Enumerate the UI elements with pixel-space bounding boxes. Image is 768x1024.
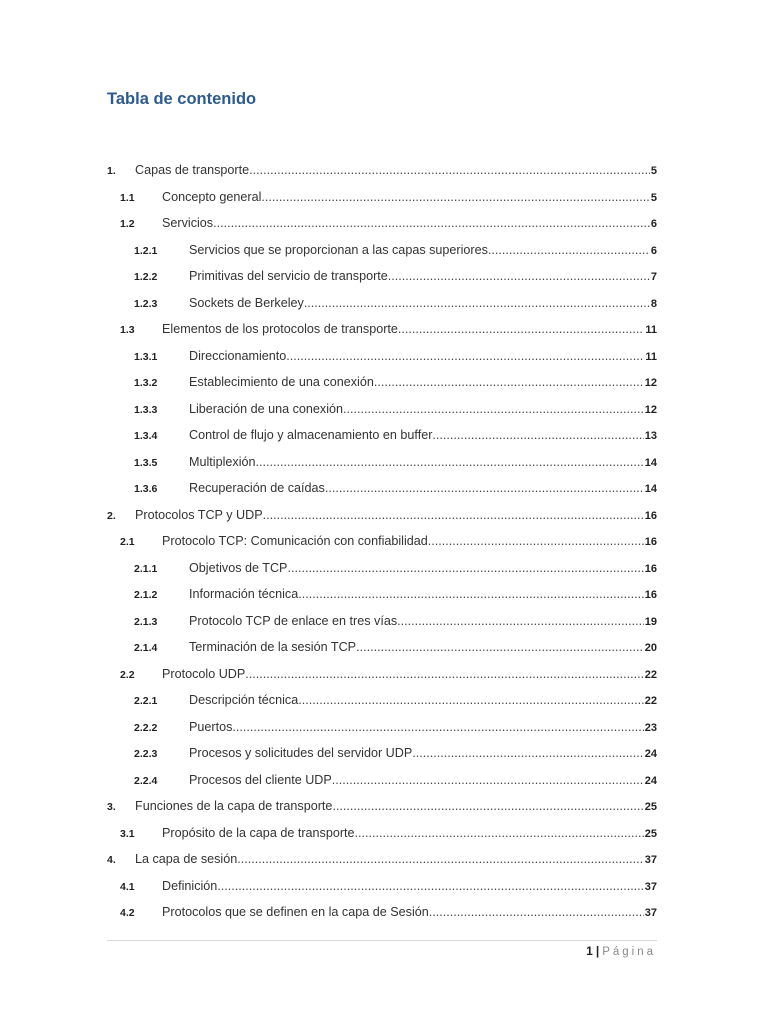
toc-entry-title: Terminación de la sesión TCP: [189, 640, 357, 654]
toc-entry[interactable]: [107, 422, 657, 449]
toc-dot-leader: [332, 793, 643, 820]
toc-entry-title: Información técnica: [189, 587, 299, 601]
toc-dot-leader: [488, 237, 650, 264]
toc-entry-title: Propósito de la capa de transporte: [162, 825, 355, 840]
table-of-contents: [107, 157, 657, 926]
toc-entry-number: 1.1: [120, 191, 135, 204]
footer-divider: [107, 940, 657, 941]
page-footer: [586, 944, 656, 958]
toc-entry-page: 6: [650, 244, 657, 257]
toc-entry-page: 37: [644, 880, 657, 893]
footer-separator: |: [595, 944, 600, 958]
toc-dot-leader: [374, 369, 644, 396]
toc-entry[interactable]: [107, 184, 657, 211]
toc-entry-title: Procesos del cliente UDP: [189, 772, 332, 787]
toc-entry-number: 1.3.6: [134, 483, 158, 495]
toc-entry-number: 2.1.2: [134, 589, 158, 601]
toc-entry[interactable]: [107, 661, 657, 688]
toc-entry-title: Capas de transporte: [135, 163, 250, 177]
toc-dot-leader: [429, 899, 644, 926]
toc-entry[interactable]: [107, 820, 657, 847]
toc-dot-leader: [398, 316, 644, 343]
toc-entry[interactable]: [107, 608, 657, 635]
toc-entry[interactable]: [107, 343, 657, 370]
toc-entry-number: 1.3.3: [134, 403, 158, 416]
toc-entry-number: 1.2.1: [134, 244, 158, 257]
toc-dot-leader: [237, 846, 644, 873]
toc-entry[interactable]: [107, 263, 657, 290]
toc-entry-page: 25: [644, 827, 657, 840]
toc-entry-number: 1.3: [120, 324, 135, 336]
toc-entry-page: 13: [644, 430, 657, 442]
toc-entry[interactable]: [107, 237, 657, 264]
toc-entry-title: La capa de sesión: [135, 852, 238, 866]
toc-entry-page: 5: [650, 191, 657, 204]
toc-entry-number: 2.1.1: [134, 562, 158, 575]
toc-dot-leader: [286, 343, 644, 370]
toc-entry-title: Primitivas del servicio de transporte: [189, 269, 388, 283]
toc-entry-title: Definición: [162, 878, 218, 893]
toc-entry-page: 22: [644, 668, 657, 681]
toc-dot-leader: [432, 422, 643, 449]
toc-dot-leader: [332, 767, 644, 794]
toc-entry[interactable]: [107, 846, 657, 873]
toc-entry-page: 22: [644, 695, 657, 707]
toc-entry[interactable]: [107, 873, 657, 900]
toc-entry-title: Puertos: [189, 719, 233, 734]
toc-entry-number: 2.2: [120, 668, 135, 681]
toc-entry-page: 20: [644, 642, 657, 654]
toc-entry-number: 4.1: [120, 880, 135, 893]
toc-entry[interactable]: [107, 157, 657, 184]
toc-entry-page: 11: [645, 324, 657, 336]
toc-entry[interactable]: [107, 528, 657, 555]
toc-entry[interactable]: [107, 767, 657, 794]
toc-dot-leader: [298, 581, 644, 608]
toc-dot-leader: [217, 873, 643, 900]
toc-entry-number: 2.2.2: [134, 721, 158, 734]
toc-entry-page: 16: [644, 589, 657, 601]
toc-entry-number: 1.2.2: [134, 271, 158, 283]
toc-entry-number: 1.2: [120, 218, 135, 230]
toc-entry-number: 1.3.1: [134, 350, 158, 363]
toc-entry-page: 16: [644, 536, 657, 548]
toc-entry[interactable]: [107, 581, 657, 608]
toc-entry-number: 2.: [107, 509, 116, 522]
toc-entry-page: 16: [644, 562, 657, 575]
toc-entry-number: 4.2: [120, 907, 135, 919]
toc-dot-leader: [245, 661, 643, 688]
toc-entry-page: 11: [645, 350, 657, 363]
toc-entry-title: Protocolo UDP: [162, 666, 246, 681]
toc-dot-leader: [261, 184, 649, 211]
toc-dot-leader: [397, 608, 644, 635]
toc-entry-number: 1.3.5: [134, 456, 158, 469]
toc-entry-page: 5: [650, 165, 657, 177]
toc-entry-number: 1.3.2: [134, 377, 158, 389]
toc-entry-title: Concepto general: [162, 189, 262, 204]
toc-entry-page: 12: [644, 403, 657, 416]
toc-entry[interactable]: [107, 740, 657, 767]
toc-dot-leader: [343, 396, 644, 423]
toc-entry-title: Multiplexión: [189, 454, 256, 469]
toc-entry-page: 6: [650, 218, 657, 230]
toc-entry[interactable]: [107, 502, 657, 529]
toc-entry-page: 37: [644, 854, 657, 866]
toc-entry[interactable]: [107, 793, 657, 820]
toc-entry[interactable]: [107, 634, 657, 661]
footer-page-number: 1: [586, 944, 593, 958]
toc-entry-page: 37: [644, 907, 657, 919]
toc-entry[interactable]: [107, 396, 657, 423]
toc-dot-leader: [304, 290, 650, 317]
toc-entry-number: 2.1: [120, 536, 135, 548]
toc-entry-title: Objetivos de TCP: [189, 560, 288, 575]
toc-dot-leader: [356, 634, 644, 661]
toc-dot-leader: [213, 210, 650, 237]
toc-entry-page: 16: [644, 509, 657, 522]
toc-entry[interactable]: [107, 369, 657, 396]
toc-entry[interactable]: [107, 290, 657, 317]
toc-entry-number: 1.3.4: [134, 430, 158, 442]
toc-dot-leader: [256, 449, 644, 476]
toc-entry-number: 3.: [107, 801, 116, 813]
toc-entry-title: Establecimiento de una conexión: [189, 375, 374, 389]
toc-entry-page: 23: [644, 721, 657, 734]
toc-entry[interactable]: [107, 316, 657, 343]
toc-entry-number: 3.1: [120, 827, 135, 840]
toc-dot-leader: [232, 714, 643, 741]
toc-entry-page: 24: [644, 774, 657, 787]
toc-entry-title: Servicios: [162, 216, 214, 230]
toc-entry-title: Servicios que se proporcionan a las capas superiores: [189, 242, 488, 257]
toc-entry[interactable]: [107, 449, 657, 476]
toc-entry-title: Descripción técnica: [189, 693, 299, 707]
toc-entry[interactable]: [107, 555, 657, 582]
toc-entry-number: 2.2.3: [134, 748, 158, 760]
toc-dot-leader: [298, 687, 644, 714]
toc-entry-page: 25: [644, 801, 657, 813]
toc-entry-title: Protocolo TCP de enlace en tres vías: [189, 613, 398, 628]
toc-entry-title: Direccionamiento: [189, 348, 287, 363]
page-title: Tabla de contenido: [107, 90, 257, 108]
footer-page-word: Página: [602, 946, 656, 958]
toc-entry-page: 14: [644, 456, 657, 469]
toc-dot-leader: [428, 528, 644, 555]
toc-entry-title: Elementos de los protocolos de transporte: [162, 322, 398, 336]
toc-dot-leader: [249, 157, 650, 184]
toc-entry-title: Procesos y solicitudes del servidor UDP: [189, 746, 413, 760]
toc-entry-page: 14: [644, 483, 657, 495]
toc-entry-page: 8: [650, 297, 657, 310]
toc-entry-title: Protocolo TCP: Comunicación con confiabilidad: [162, 534, 428, 548]
toc-entry-number: 1.2.3: [134, 297, 158, 310]
toc-entry-title: Funciones de la capa de transporte: [135, 799, 333, 813]
toc-dot-leader: [325, 475, 644, 502]
toc-entry-page: 12: [644, 377, 657, 389]
toc-entry-number: 2.2.4: [134, 774, 158, 787]
toc-entry-title: Protocolos TCP y UDP: [135, 507, 263, 522]
toc-entry-title: Protocolos que se definen en la capa de Sesión: [162, 905, 429, 919]
toc-entry-title: Control de flujo y almacenamiento en buffer: [189, 428, 433, 442]
toc-dot-leader: [388, 263, 650, 290]
toc-dot-leader: [412, 740, 643, 767]
toc-entry-title: Recuperación de caídas: [189, 481, 325, 495]
toc-entry-page: 7: [650, 271, 657, 283]
toc-entry[interactable]: [107, 714, 657, 741]
toc-entry-number: 4.: [107, 854, 116, 866]
toc-entry-page: 19: [644, 615, 657, 628]
toc-entry-title: Sockets de Berkeley: [189, 295, 304, 310]
toc-entry[interactable]: [107, 687, 657, 714]
toc-entry[interactable]: [107, 475, 657, 502]
toc-dot-leader: [263, 502, 644, 529]
toc-entry[interactable]: [107, 210, 657, 237]
toc-entry-number: 1.: [107, 165, 116, 177]
toc-entry-number: 2.1.3: [134, 615, 158, 628]
toc-dot-leader: [287, 555, 643, 582]
toc-entry-title: Liberación de una conexión: [189, 401, 344, 416]
toc-entry-number: 2.2.1: [134, 695, 158, 707]
toc-entry[interactable]: [107, 899, 657, 926]
toc-entry-number: 2.1.4: [134, 642, 158, 654]
toc-dot-leader: [355, 820, 644, 847]
toc-entry-page: 24: [644, 748, 657, 760]
